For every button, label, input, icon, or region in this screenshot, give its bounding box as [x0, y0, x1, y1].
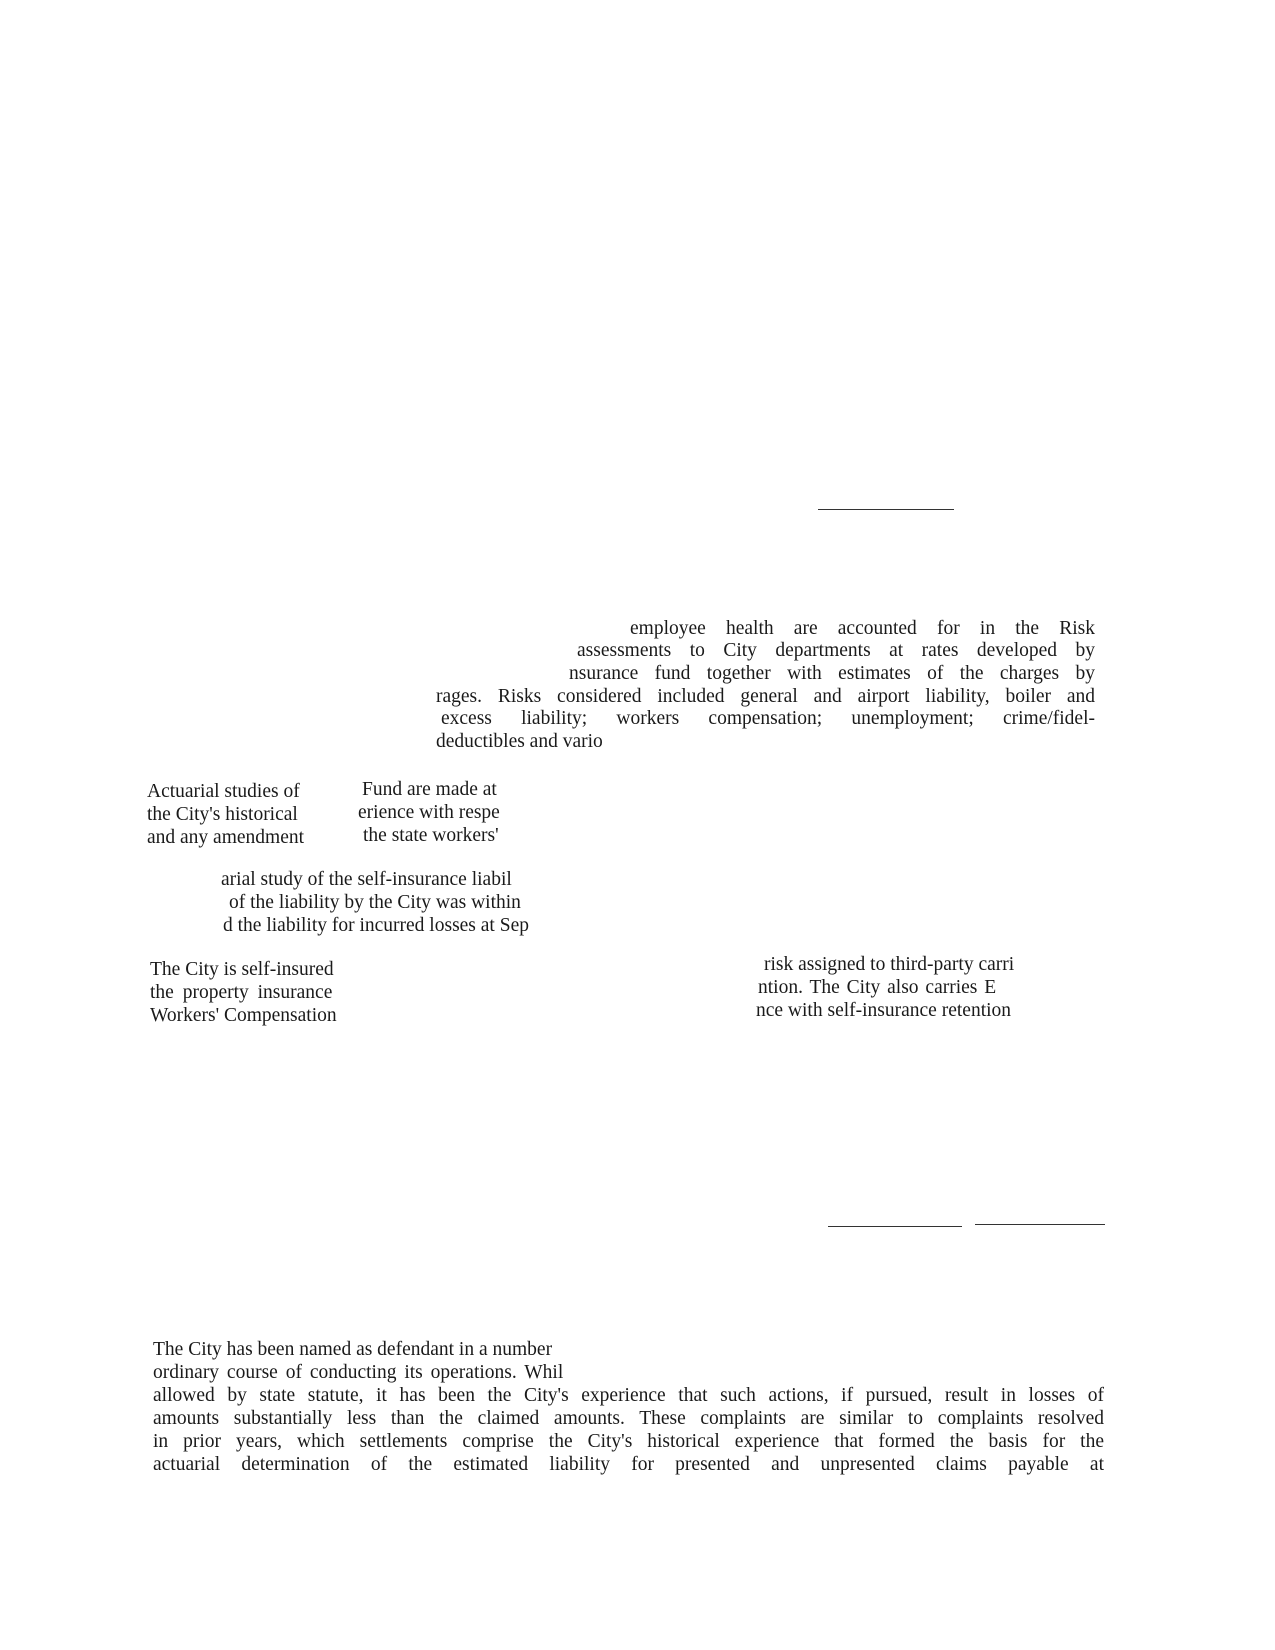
self-insured-right-line-1: risk assigned to third-party carri — [764, 954, 1015, 975]
litigation-short-line-2: ordinary course of conducting its operations. Whil — [153, 1362, 564, 1383]
underline-rule-mid-right — [975, 1224, 1105, 1225]
actuarial-studies-right — [358, 778, 500, 847]
actuarial-studies-left — [147, 780, 304, 849]
actuarial-study-paragraph — [221, 868, 529, 937]
actuarial-right-line-2: erience with respe — [358, 802, 500, 823]
self-insured-right-line-2: ntion. The City also carries E — [758, 977, 997, 998]
actuarial-left-line-2: the City's historical — [147, 804, 298, 825]
self-insured-left-line-1: The City is self-insured — [150, 959, 334, 980]
actuarial-left-line-1: Actuarial studies of — [147, 781, 300, 802]
litigation-paragraph — [153, 1338, 1104, 1476]
actuarial-study-line-3: d the liability for incurred losses at Sep — [223, 915, 529, 936]
litigation-full-line-2: amounts substantially less than the claimed amounts. These complaints are similar to complaints resolved — [153, 1408, 1104, 1429]
actuarial-left-line-3: and any amendment — [147, 827, 305, 848]
risk-line-4: rages. Risks considered included general and airport liability, boiler and — [436, 686, 1095, 707]
risk-line-3: nsurance fund together with estimates of the charges by — [569, 663, 1095, 684]
self-insured-right-line-3: nce with self-insurance retention — [756, 1000, 1012, 1021]
self-insured-left — [150, 958, 337, 1027]
risk-line-5: excess liability; workers compensation; unemployment; crime/fidel- — [441, 708, 1095, 729]
litigation-short-line-1: The City has been named as defendant in a number — [153, 1339, 553, 1360]
actuarial-right-line-3: the state workers' — [363, 825, 499, 846]
risk-line-1: employee health are accounted for in the Risk — [630, 618, 1095, 639]
self-insured-left-line-2: the property insurance — [150, 982, 333, 1003]
litigation-full-line-1: allowed by state statute, it has been the City's experience that such actions, if pursued, result in losses of — [153, 1385, 1104, 1406]
risk-line-2: assessments to City departments at rates developed by — [577, 640, 1095, 661]
risk-line-6: deductibles and vario — [436, 731, 603, 752]
litigation-full-line-3: in prior years, which settlements comprise the City's historical experience that formed the basis for the — [153, 1431, 1104, 1452]
actuarial-study-line-2: of the liability by the City was within — [229, 892, 521, 913]
litigation-full-line-4: actuarial determination of the estimated liability for presented and unpresented claims payable at — [153, 1454, 1104, 1475]
self-insured-left-line-3: Workers' Compensation — [150, 1005, 337, 1026]
underline-rule-top — [818, 509, 954, 510]
self-insured-right — [758, 953, 1014, 1022]
litigation-full-lines — [153, 1384, 1104, 1476]
underline-rule-mid-left — [828, 1226, 962, 1227]
actuarial-study-line-1: arial study of the self-insurance liabil — [221, 869, 512, 890]
actuarial-right-line-1: Fund are made at — [362, 779, 497, 800]
